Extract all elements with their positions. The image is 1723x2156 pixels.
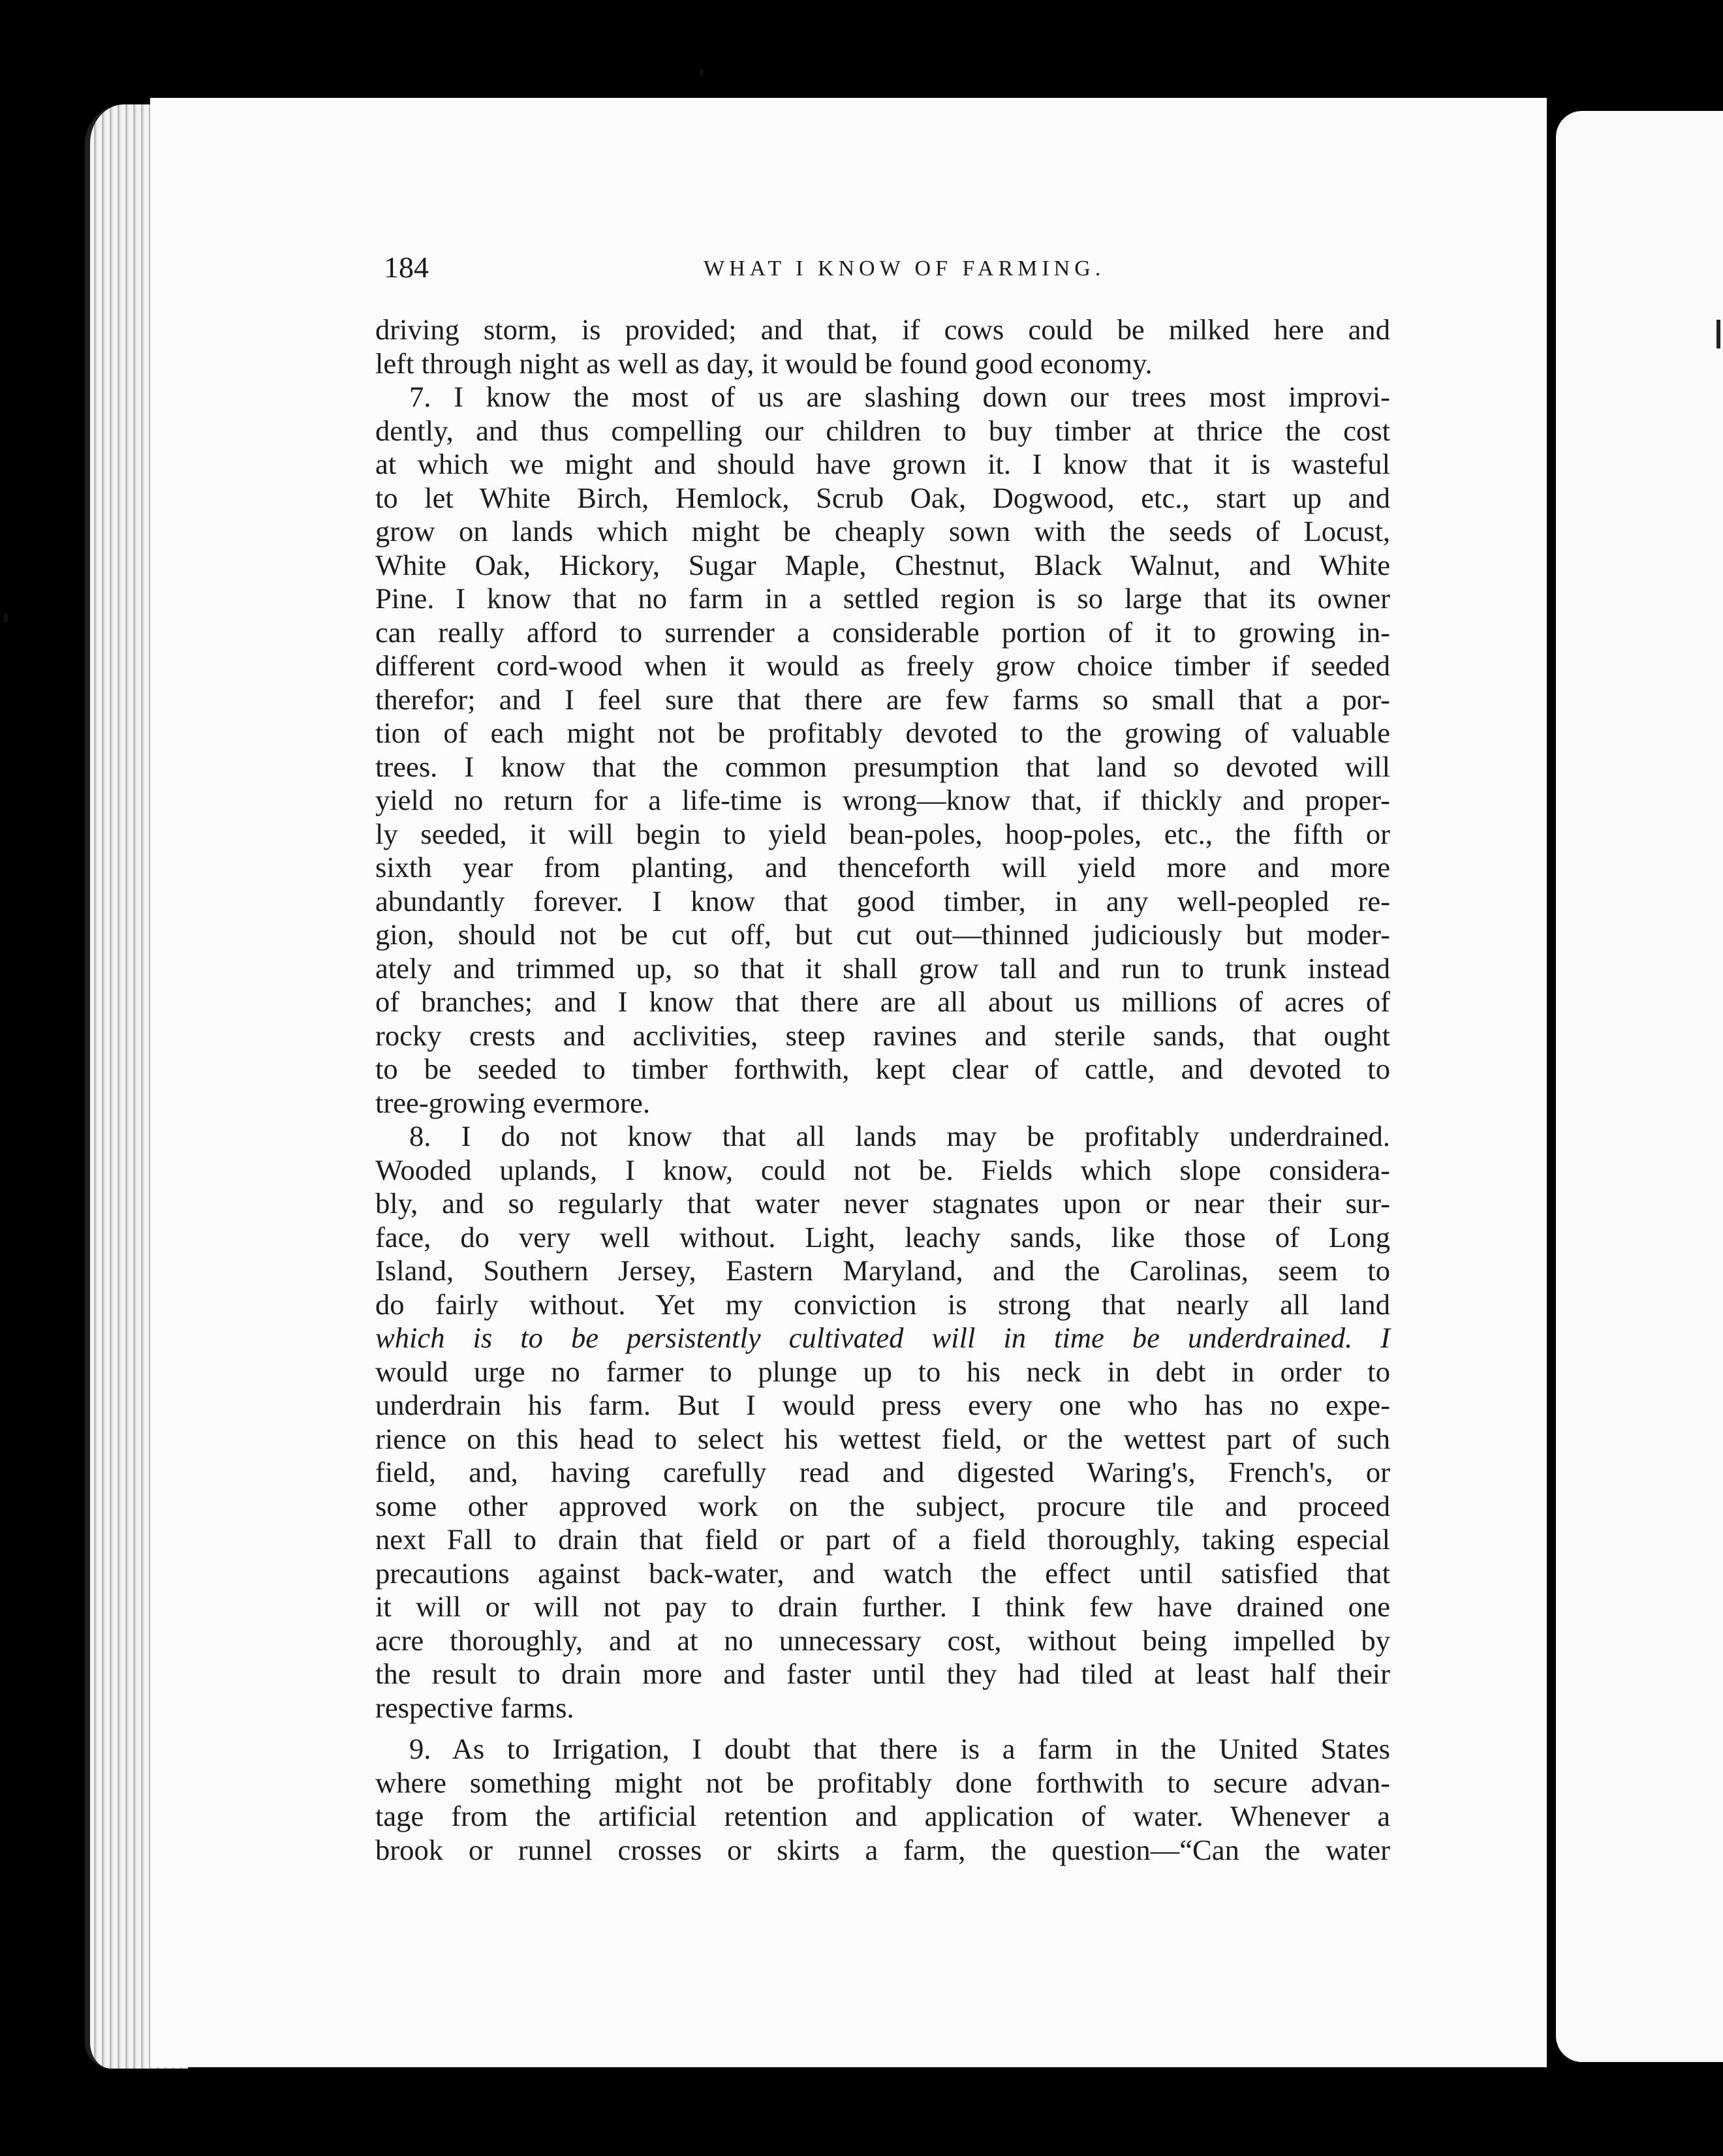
text-line: would urge no farmer to plunge up to his neck in debt in order to (375, 1355, 1390, 1388)
text-line: Island, Southern Jersey, Eastern Maryland, and the Carolinas, seem to (375, 1254, 1390, 1287)
page-number: 184 (384, 251, 429, 284)
text-line: rocky crests and acclivities, steep ravines and sterile sands, that ought (375, 1019, 1390, 1052)
text-line: sixth year from planting, and thenceforth will yield more and more (375, 851, 1390, 884)
text-line: which is to be persistently cultivated will in time be underdrained. I (375, 1321, 1390, 1354)
text-line: driving storm, is provided; and that, if cows could be milked here and (375, 313, 1390, 346)
text-line: ly seeded, it will begin to yield bean-poles, hoop-poles, etc., the fifth or (375, 817, 1390, 850)
text-line: underdrain his farm. But I would press every one who has no expe- (375, 1389, 1390, 1421)
text-line: to be seeded to timber forthwith, kept clear of cattle, and devoted to (375, 1053, 1390, 1085)
text-line: at which we might and should have grown it. I know that it is wasteful (375, 448, 1390, 480)
text-line: abundantly forever. I know that good timber, in any well-peopled re- (375, 884, 1390, 917)
text-line: bly, and so regularly that water never stagnates upon or near their sur- (375, 1187, 1390, 1220)
text-line: Pine. I know that no farm in a settled region is so large that its owner (375, 582, 1390, 615)
text-line: of branches; and I know that there are all about us millions of acres of (375, 985, 1390, 1018)
text-line: tion of each might not be profitably devoted to the growing of valuable (375, 716, 1390, 749)
body-text (375, 313, 1390, 1867)
text-line: different cord-wood when it would as freely grow choice timber if seeded (375, 649, 1390, 682)
page-header (384, 248, 1389, 287)
text-line: to let White Birch, Hemlock, Scrub Oak, Dogwood, etc., start up and (375, 481, 1390, 514)
text-line: it will or will not pay to drain further. I think few have drained one (375, 1590, 1390, 1623)
text-line: some other approved work on the subject, procure tile and proceed (375, 1489, 1390, 1522)
facing-page-edge (1556, 111, 1723, 2062)
text-line: acre thoroughly, and at no unnecessary cost, without being impelled by (375, 1624, 1390, 1657)
text-line: ately and trimmed up, so that it shall grow tall and run to trunk instead (375, 951, 1390, 985)
facing-page-mark (1716, 320, 1720, 348)
text-line: rience on this head to select his wettest field, or the wettest part of such (375, 1422, 1390, 1455)
text-line: face, do very well without. Light, leachy sands, like those of Long (375, 1220, 1390, 1254)
text-line: where something might not be profitably done forthwith to secure advan- (375, 1766, 1390, 1799)
text-line: tage from the artificial retention and application of water. Whenever a (375, 1800, 1390, 1832)
text-line: brook or runnel crosses or skirts a farm, the question—“Can the water (375, 1833, 1390, 1866)
scan-speck (700, 69, 704, 76)
text-line: 8. I do not know that all lands may be profitably underdrained. (409, 1120, 1390, 1152)
running-head: WHAT I KNOW OF FARMING. (704, 256, 1106, 281)
text-line: 9. As to Irrigation, I doubt that there is a farm in the United States (409, 1732, 1390, 1765)
text-line: trees. I know that the common presumption that land so devoted will (375, 750, 1390, 783)
text-line: grow on lands which might be cheaply sown with the seeds of Locust, (375, 515, 1390, 547)
scan-speck (4, 613, 8, 623)
text-line: next Fall to drain that field or part of a field thoroughly, taking especial (375, 1523, 1390, 1556)
text-line: the result to drain more and faster until they had tiled at least half their (375, 1657, 1390, 1690)
text-line: tree-growing evermore. (375, 1086, 650, 1119)
text-line: White Oak, Hickory, Sugar Maple, Chestnut, Black Walnut, and White (375, 548, 1390, 581)
text-line: left through night as well as day, it would be found good economy. (375, 346, 1153, 380)
text-line: dently, and thus compelling our children to buy timber at thrice the cost (375, 414, 1390, 447)
text-line: gion, should not be cut off, but cut out—thinned judiciously but moder- (375, 918, 1390, 951)
text-line: Wooded uplands, I know, could not be. Fields which slope considera- (375, 1153, 1390, 1186)
text-line: therefor; and I feel sure that there are few farms so small that a por- (375, 683, 1390, 716)
text-line: yield no return for a life-time is wrong—know that, if thickly and proper- (375, 784, 1390, 816)
text-line: do fairly without. Yet my conviction is strong that nearly all land (375, 1287, 1390, 1321)
text-line: respective farms. (375, 1691, 574, 1724)
text-line: 7. I know the most of us are slashing down our trees most improvi- (409, 380, 1390, 413)
text-line: precautions against back-water, and watch the effect until satisfied that (375, 1556, 1390, 1590)
text-line: can really afford to surrender a considerable portion of it to growing in- (375, 615, 1390, 649)
text-line: field, and, having carefully read and digested Waring's, French's, or (375, 1456, 1390, 1488)
paragraph-gap (375, 1725, 1390, 1732)
